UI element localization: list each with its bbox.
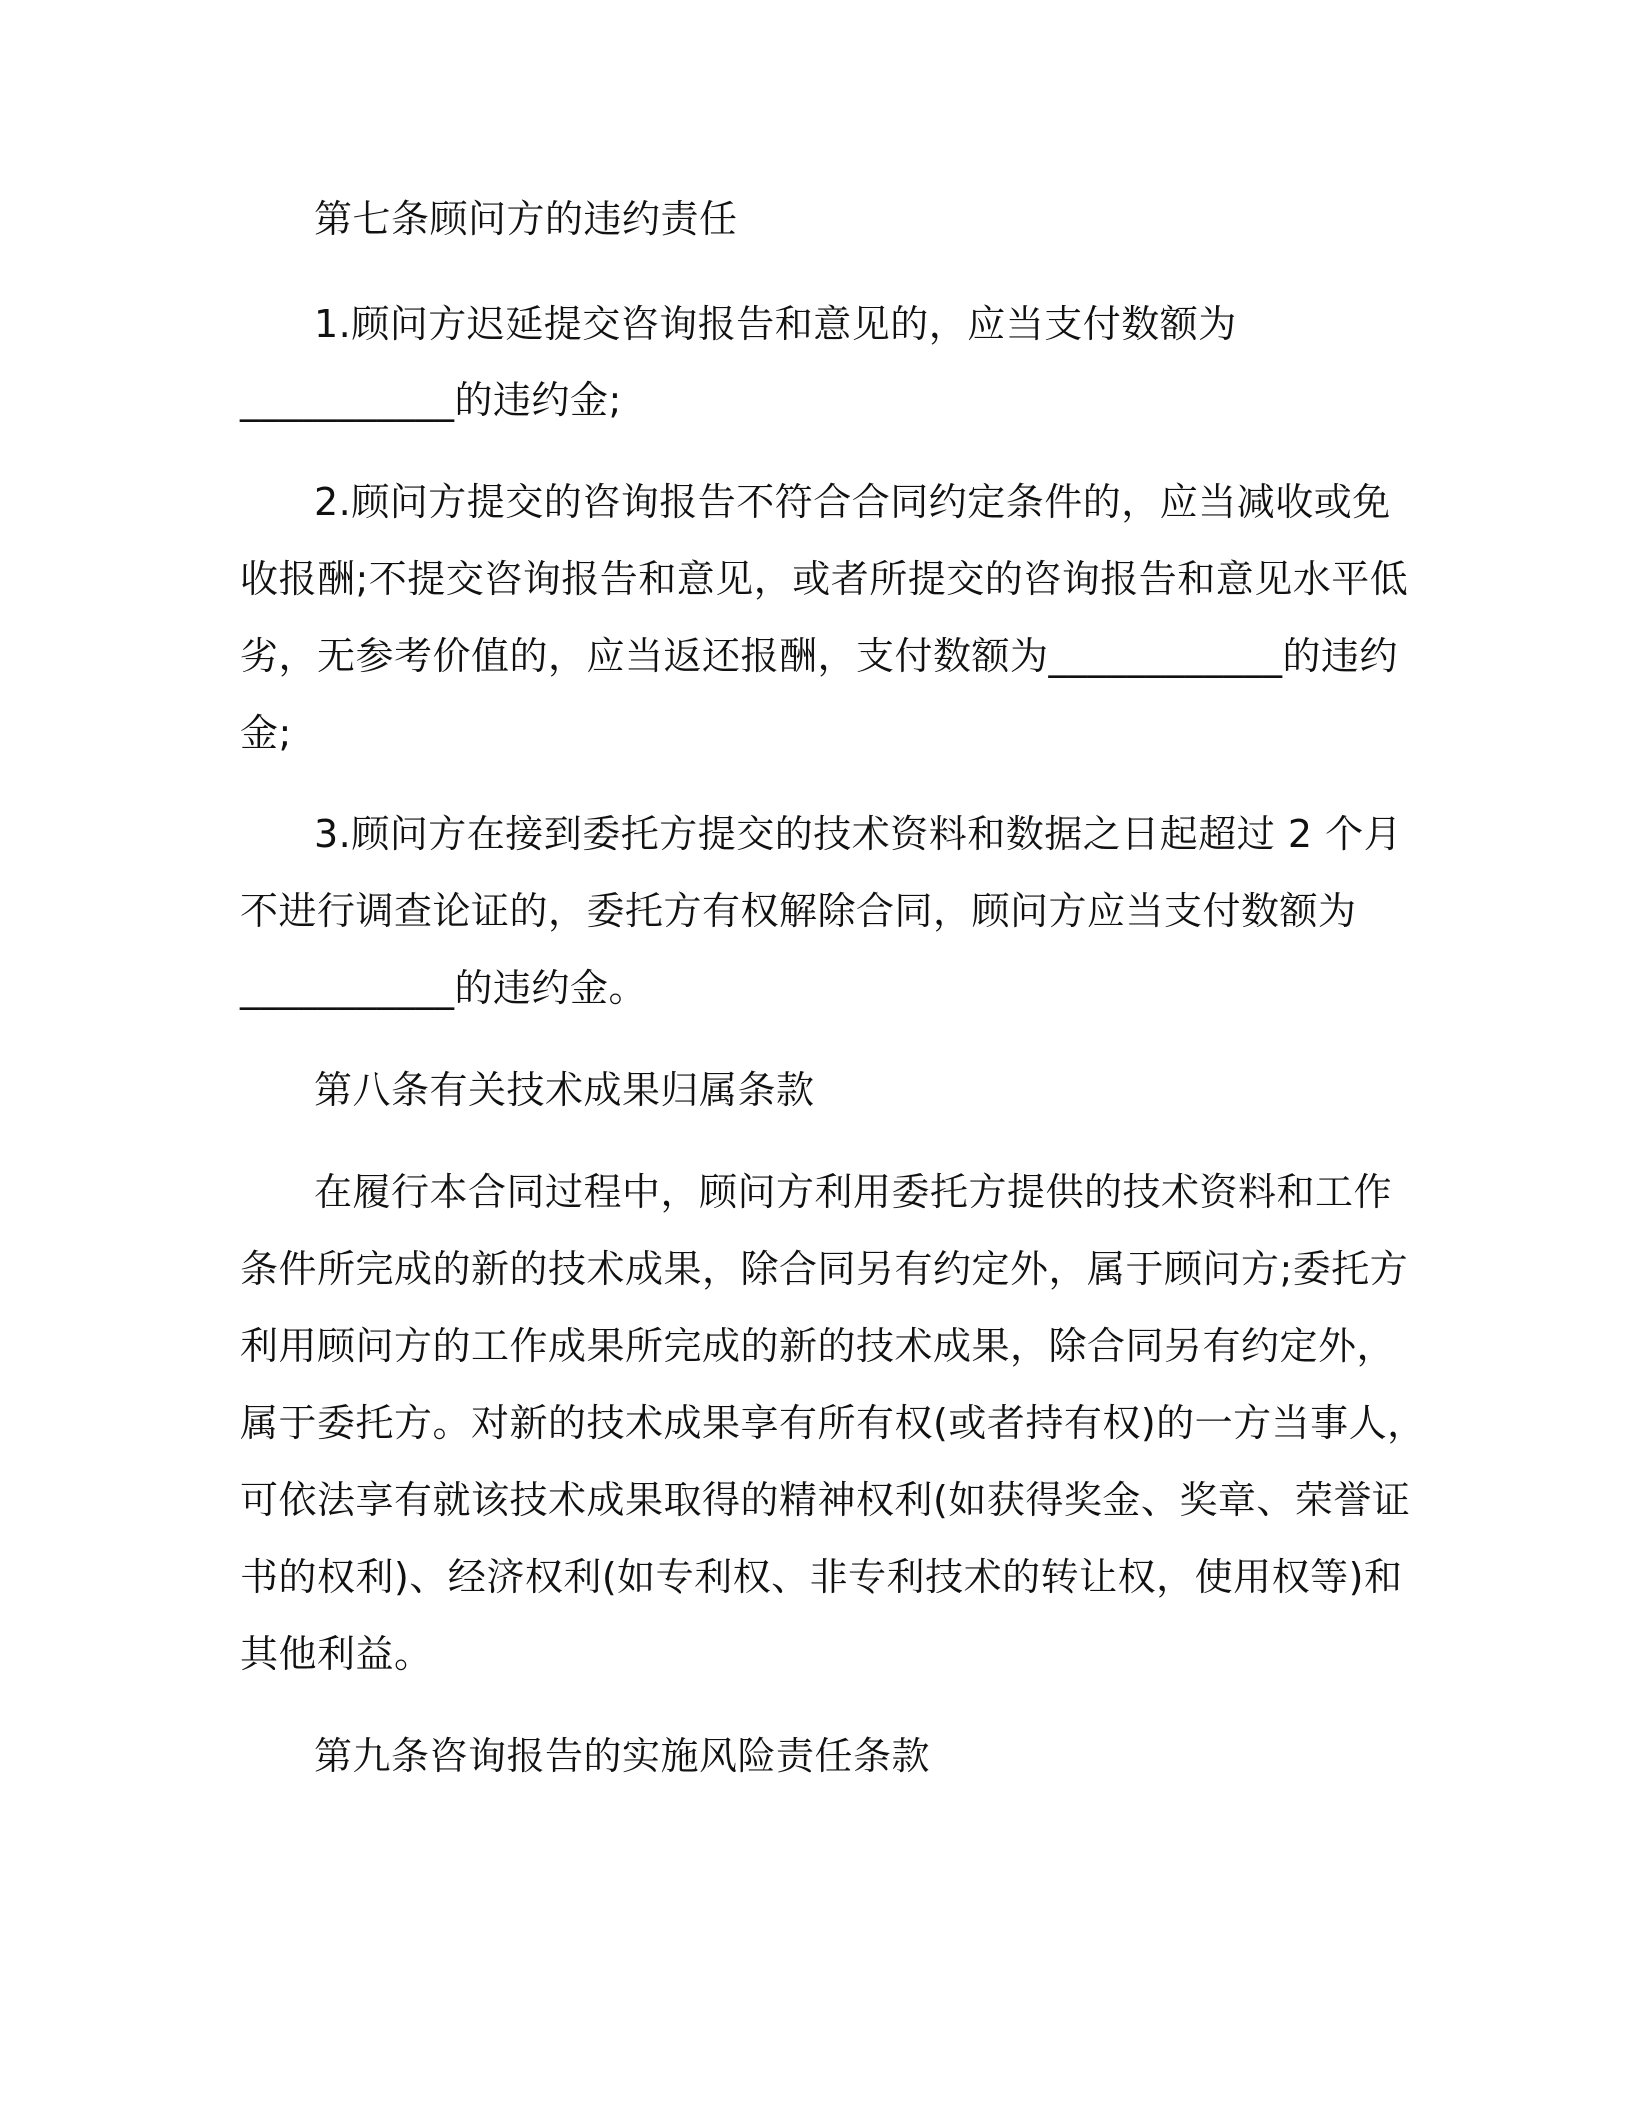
paragraph-line: 金; [240,711,292,755]
paragraph-line: 书的权利)、经济权利(如专利权、非专利技术的转让权，使用权等)和 [240,1555,1403,1599]
paragraph-line: 3.顾问方在接到委托方提交的技术资料和数据之日起超过 2 个月 [314,812,1403,856]
paragraph-line: 2.顾问方提交的咨询报告不符合合同约定条件的，应当减收或免 [314,480,1391,524]
paragraph-line: 不进行调查论证的，委托方有权解除合同，顾问方应当支付数额为 [240,889,1357,933]
paragraph-line: 1.顾问方迟延提交咨询报告和意见的，应当支付数额为 [314,302,1237,346]
heading-article-8: 第八条有关技术成果归属条款 [314,1068,815,1112]
paragraph-line: 其他利益。 [240,1632,433,1676]
heading-article-9: 第九条咨询报告的实施风险责任条款 [314,1734,931,1778]
paragraph-line: 条件所完成的新的技术成果，除合同另有约定外，属于顾问方;委托方 [240,1247,1409,1291]
paragraph-line: 劣，无参考价值的，应当返还报酬，支付数额为____________的违约 [240,634,1399,678]
paragraph-line: 可依法享有就该技术成果取得的精神权利(如获得奖金、奖章、荣誉证 [240,1478,1411,1522]
paragraph-line: 利用顾问方的工作成果所完成的新的技术成果，除合同另有约定外， [240,1324,1396,1368]
paragraph-line: ___________的违约金。 [240,966,648,1010]
paragraph-line: ___________的违约金; [240,378,622,422]
paragraph-line: 属于委托方。对新的技术成果享有所有权(或者持有权)的一方当事人， [240,1401,1426,1445]
paragraph-line: 在履行本合同过程中，顾问方利用委托方提供的技术资料和工作 [314,1170,1393,1214]
paragraph-line: 收报酬;不提交咨询报告和意见，或者所提交的咨询报告和意见水平低 [240,557,1409,601]
heading-article-7: 第七条顾问方的违约责任 [314,197,738,241]
